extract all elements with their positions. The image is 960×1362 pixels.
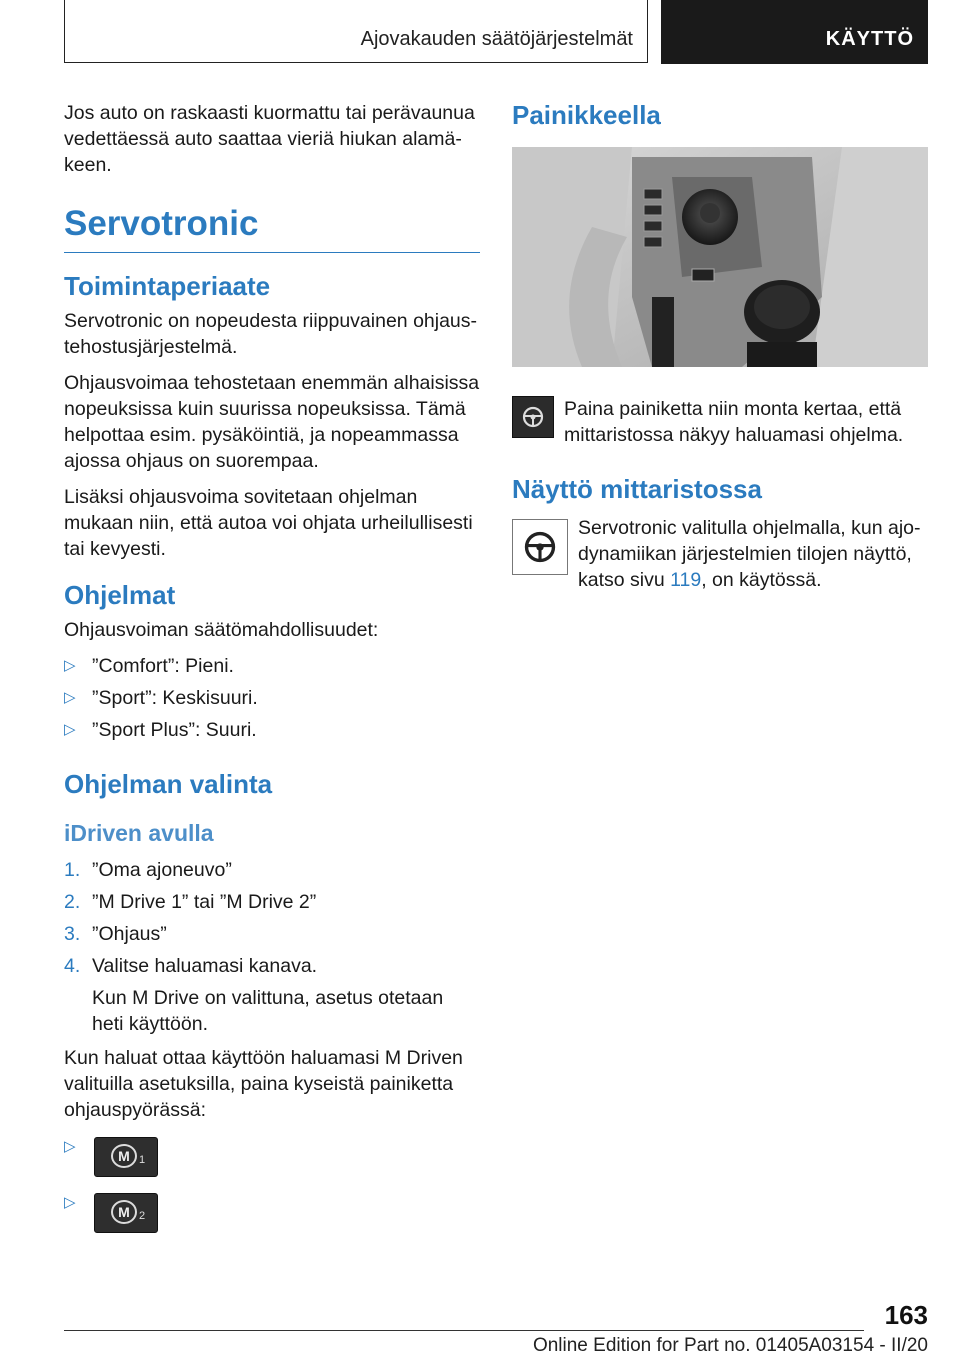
programs-heading: Ohjelmat xyxy=(64,580,176,610)
header-chapter-tab xyxy=(661,0,928,64)
steering-button-icon xyxy=(512,396,554,438)
center-console-photo xyxy=(512,147,928,367)
idrive-heading: iDriven avulla xyxy=(64,820,214,846)
button-heading: Painikkeella xyxy=(512,100,661,130)
display-instruction-text: Servotronic valitulla ohjelmalla, kun ajodynamiikan järjestelmien tilojen näyttö, katso sivu 119, on käytössä. xyxy=(578,517,921,591)
steering-wheel-icon xyxy=(512,519,568,575)
m-label: M xyxy=(111,1200,137,1224)
step-note: Kun M Drive on valittuna, asetus otetaan heti käyttöön. xyxy=(92,987,444,1035)
header-chapter-title: KÄYTTÖ xyxy=(825,28,914,50)
m-drive-1-button-icon xyxy=(94,1137,158,1177)
footer-divider xyxy=(64,1330,864,1331)
step-item: 3. ”Ohjaus” xyxy=(64,923,167,945)
mdrive1-row xyxy=(64,1137,480,1193)
m-drive-2-button-icon xyxy=(94,1193,158,1233)
button-instruction-text: Paina painiketta niin monta kertaa, että mittaristossa näkyy haluamasi ohjelma. xyxy=(564,398,904,446)
programs-intro: Ohjausvoiman säätömahdollisuudet: xyxy=(64,619,379,641)
step-number: 1. xyxy=(64,859,81,881)
selection-heading: Ohjelman valinta xyxy=(64,769,273,799)
step-number: 2. xyxy=(64,891,81,913)
display-heading: Näyttö mittaristossa xyxy=(512,474,762,504)
mdrive2-row xyxy=(64,1193,480,1249)
bullet-triangle-icon: ▷ xyxy=(64,689,76,706)
step-item: 4. Valitse haluamasi kanava. xyxy=(64,955,318,977)
left-column xyxy=(64,100,480,1249)
intro-paragraph: Jos auto on raskaasti kuormattu tai perävaunua vedettäessä auto saattaa vieriä hiukan alamäkeen. xyxy=(64,102,475,176)
program-item: ▷ ”Comfort”: Pieni. xyxy=(64,655,234,677)
step-number: 4. xyxy=(64,955,81,977)
step-number: 3. xyxy=(64,923,81,945)
step-item: 2. ”M Drive 1” tai ”M Drive 2” xyxy=(64,891,317,913)
page-reference-link[interactable]: 119 xyxy=(670,569,702,591)
principle-paragraph-2: Ohjausvoimaa tehostetaan enemmän alhaisissa nopeuksissa kuin suurissa nopeuksissa. Tämä helpottaa esim. pysäköintiä, ja nopeammassa ajossa ohjaus on suorempaa. xyxy=(64,372,480,472)
bullet-triangle-icon: ▷ xyxy=(64,721,76,738)
m-label: M xyxy=(111,1144,137,1168)
bullet-triangle-icon: ▷ xyxy=(64,1194,76,1211)
m-sub-label: 1 xyxy=(139,1154,146,1166)
header-section-title: Ajovakauden säätöjärjestelmät xyxy=(360,28,633,50)
principle-paragraph-3: Lisäksi ohjausvoima sovitetaan ohjelman mukaan niin, että autoa voi ohjata urheilullisesti tai kevyesti. xyxy=(64,486,473,560)
program-item: ▷ ”Sport Plus”: Suuri. xyxy=(64,719,257,741)
button-instruction xyxy=(512,396,928,448)
page-header xyxy=(64,0,928,64)
step-item: 1. ”Oma ajoneuvo” xyxy=(64,859,232,881)
footer-edition: Online Edition for Part no. 01405A03154 - II/20 xyxy=(532,1335,928,1356)
principle-paragraph-1: Servotronic on nopeudesta riippuvainen ohjaustehostusjärjestelmä. xyxy=(64,310,478,358)
header-section-box xyxy=(64,0,648,63)
m-sub-label: 2 xyxy=(139,1210,146,1222)
bullet-triangle-icon: ▷ xyxy=(64,657,76,674)
principle-heading: Toimintaperiaate xyxy=(64,271,271,301)
program-item: ▷ ”Sport”: Keskisuuri. xyxy=(64,687,258,709)
bullet-triangle-icon: ▷ xyxy=(64,1138,76,1155)
section-title: Servotronic xyxy=(64,204,480,253)
right-column xyxy=(512,100,928,603)
display-instruction xyxy=(512,515,928,593)
mdrive-paragraph: Kun haluat ottaa käyttöön haluamasi M Driven valituilla asetuksilla, paina kyseistä painiketta ohjauspyörässä: xyxy=(64,1047,463,1121)
page-number: 163 xyxy=(884,1300,928,1330)
